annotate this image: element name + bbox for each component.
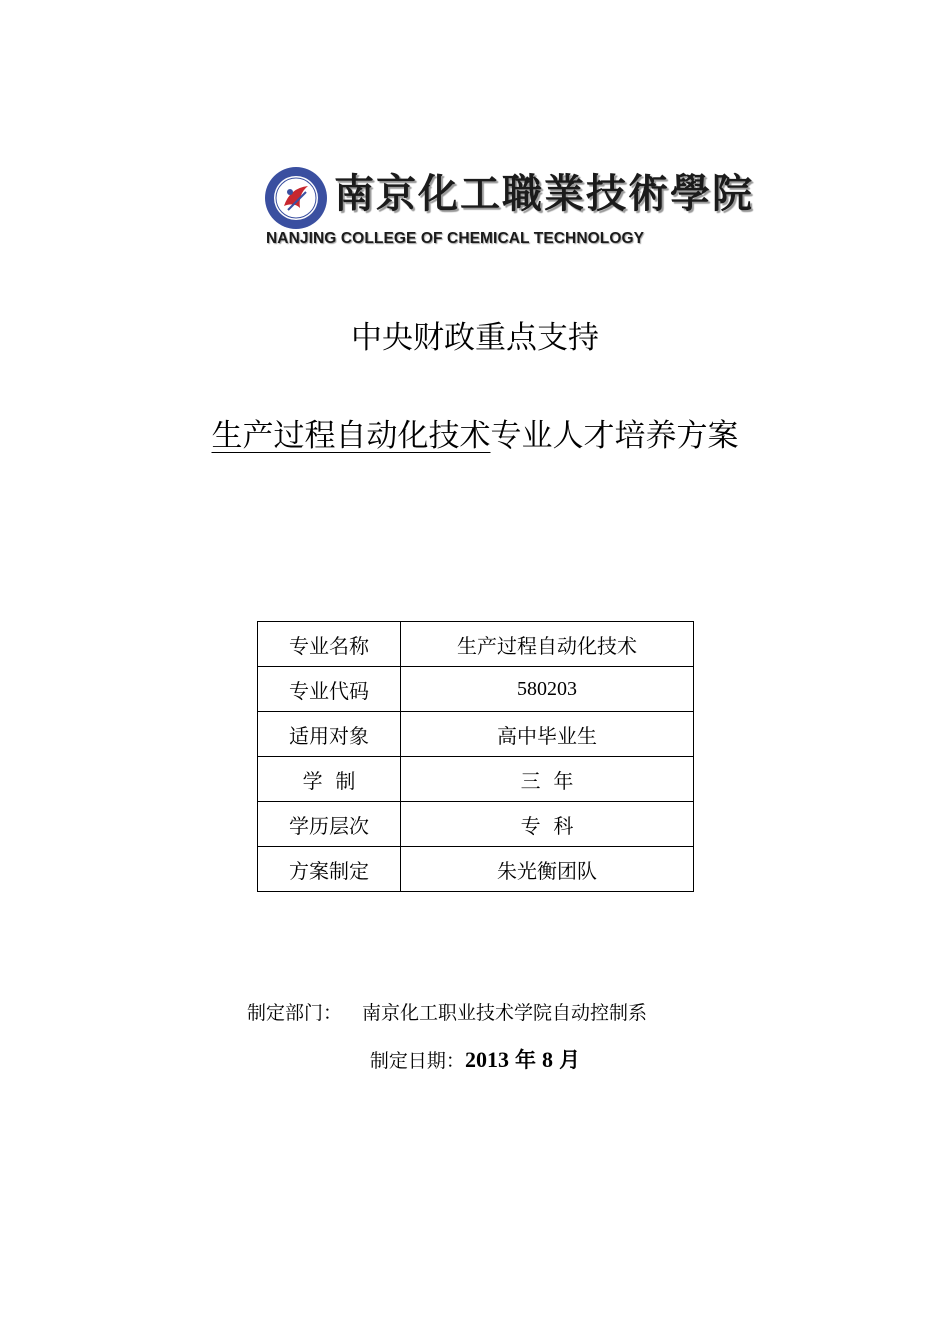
date-year: 2013 bbox=[464, 1047, 509, 1072]
program-name-underlined: 生产过程自动化技术 bbox=[211, 418, 491, 454]
program-info-table bbox=[257, 621, 694, 892]
info-label: 适用对象 bbox=[258, 712, 401, 757]
info-value: 朱光衡团队 bbox=[401, 847, 694, 892]
department-label: 制定部门： bbox=[247, 1002, 343, 1024]
date-month-unit: 月 bbox=[559, 1048, 581, 1072]
table-row bbox=[258, 712, 694, 757]
date-month: 8 bbox=[542, 1047, 554, 1072]
info-value: 专 科 bbox=[401, 802, 694, 847]
college-chinese-name: 南京化工職業技術學院 bbox=[334, 170, 754, 217]
table-row bbox=[258, 622, 694, 667]
table-row bbox=[258, 802, 694, 847]
college-seal-icon bbox=[264, 166, 328, 230]
info-label: 方案制定 bbox=[258, 847, 401, 892]
info-label: 专业名称 bbox=[258, 622, 401, 667]
document-title-line2 bbox=[0, 410, 950, 455]
date-line bbox=[0, 1044, 950, 1074]
department-line bbox=[247, 998, 647, 1025]
department-value: 南京化工职业技术学院自动控制系 bbox=[362, 1002, 648, 1024]
info-value: 生产过程自动化技术 bbox=[401, 622, 694, 667]
info-label: 学 制 bbox=[258, 757, 401, 802]
info-label: 学历层次 bbox=[258, 802, 401, 847]
document-title-line1: 中央财政重点支持 bbox=[351, 320, 599, 356]
table-row bbox=[258, 847, 694, 892]
date-year-unit: 年 bbox=[514, 1048, 536, 1072]
info-value: 580203 bbox=[401, 667, 694, 712]
table-row bbox=[258, 667, 694, 712]
college-logo bbox=[264, 160, 754, 255]
info-value: 三 年 bbox=[401, 757, 694, 802]
info-value: 高中毕业生 bbox=[401, 712, 694, 757]
date-label: 制定日期： bbox=[369, 1050, 465, 1072]
college-english-name: NANJING COLLEGE OF CHEMICAL TECHNOLOGY bbox=[266, 230, 645, 247]
title-suffix: 专业人才培养方案 bbox=[490, 418, 739, 454]
info-label: 专业代码 bbox=[258, 667, 401, 712]
table-row bbox=[258, 757, 694, 802]
